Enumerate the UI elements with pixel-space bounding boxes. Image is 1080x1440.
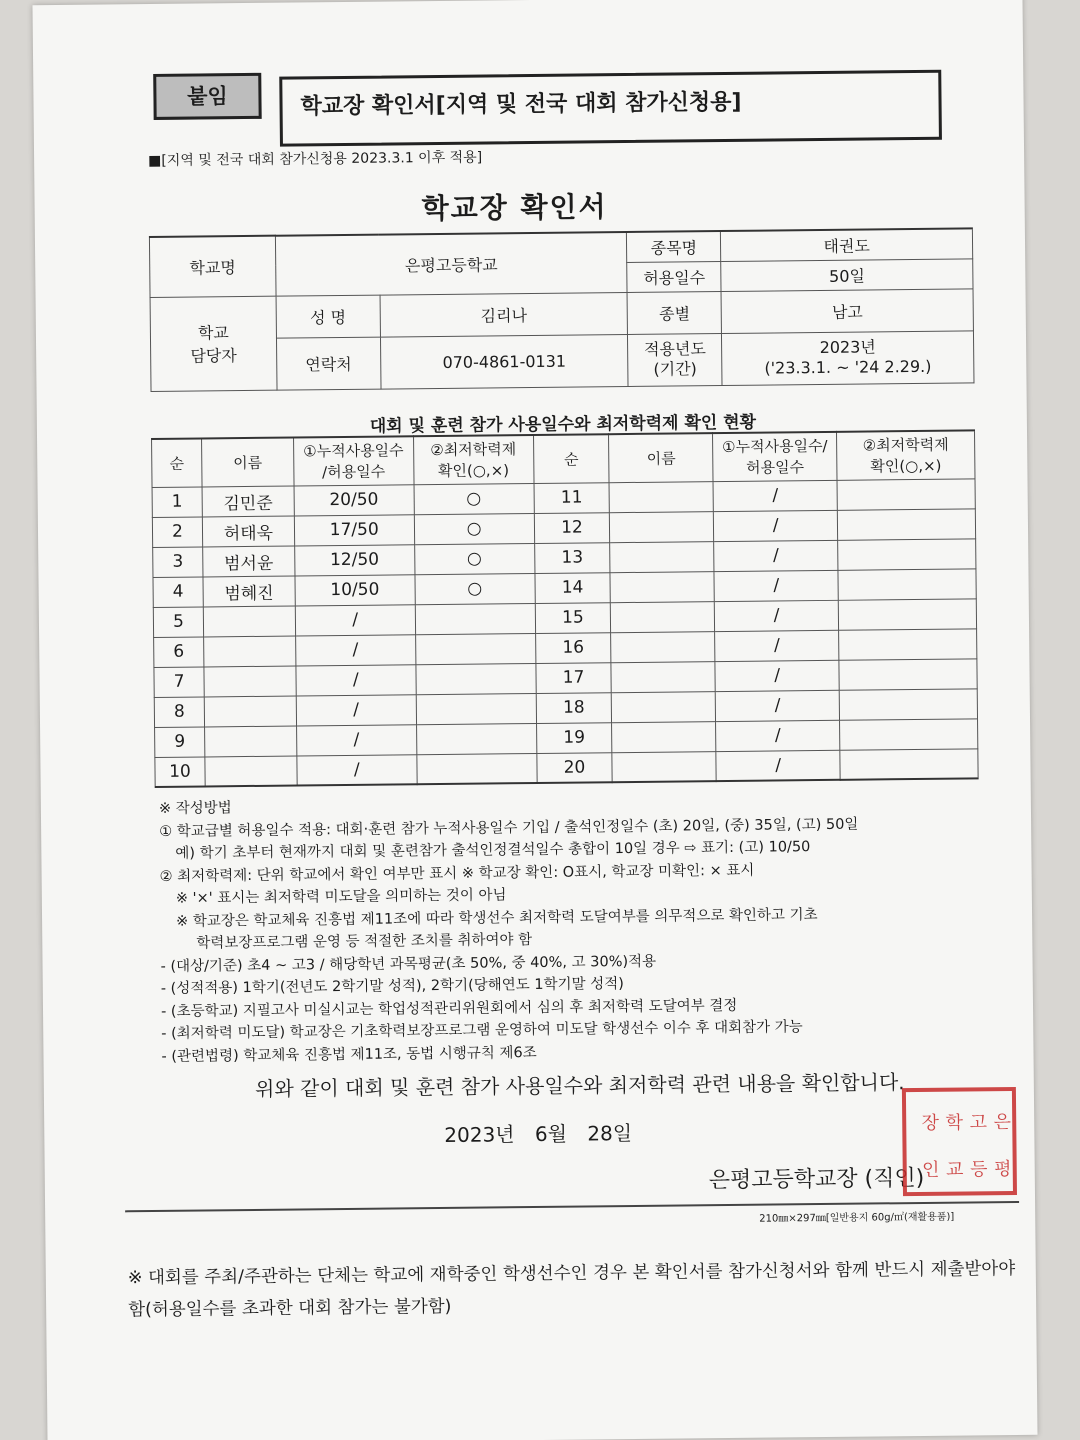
cell-check-right xyxy=(838,568,976,599)
cell-name-right xyxy=(611,661,715,692)
cell-no-left: 6 xyxy=(154,636,204,667)
cell-days-left: 10/50 xyxy=(295,574,415,605)
cell-days-left: / xyxy=(296,694,416,725)
date-year: 2023년 xyxy=(444,1122,515,1147)
scope-note: ■[지역 및 전국 대회 참가신청용 2023.3.1 이후 적용] xyxy=(148,149,483,170)
cell-days-left: 12/50 xyxy=(294,544,414,575)
cell-days-left: / xyxy=(296,724,416,755)
cell-no-right: 15 xyxy=(535,602,611,633)
note-line: ※ 학교장은 학교체육 진흥법 제11조에 따라 학생선수 최저학력 도달여부를 의무적으로 확인하고 기초 xyxy=(176,906,818,930)
cell-no-left: 10 xyxy=(155,756,205,787)
contact-value: 070-4861-0131 xyxy=(380,334,628,389)
allowed-days-label: 허용일수 xyxy=(627,261,721,292)
document-title: 학교장 확인서 xyxy=(421,190,608,226)
cell-no-left: 1 xyxy=(152,486,202,517)
header-no-right: 순 xyxy=(533,434,609,483)
paper-spec-note: 210㎜×297㎜[일반용지 60g/㎡(재활용품)] xyxy=(759,1211,955,1225)
attachment-tag: 붙임 xyxy=(153,73,261,120)
header-no-left: 순 xyxy=(152,438,202,487)
cell-check-left: ○ xyxy=(415,573,535,604)
seal-character: 학 xyxy=(942,1112,964,1131)
cell-days-right: / xyxy=(716,720,840,751)
cell-check-right xyxy=(837,508,975,539)
cell-no-right: 14 xyxy=(535,572,611,603)
header-name-left: 이름 xyxy=(201,438,293,487)
cell-check-right xyxy=(838,538,976,569)
school-value: 은평고등학교 xyxy=(275,232,627,296)
cell-name-right xyxy=(610,541,714,572)
event-label: 종목명 xyxy=(627,231,721,262)
year-value: 2023년 ('23.3.1. ~ '24 2.29.) xyxy=(722,330,974,385)
cell-no-right: 11 xyxy=(534,482,610,513)
cell-check-left xyxy=(415,633,535,664)
cell-name-left xyxy=(205,755,297,786)
note-line: ① 학교급별 허용일수 적용: 대회·훈련 참가 누적사용일수 기입 / 출석인정일수 (초) 20일, (중) 35일, (고) 50일 xyxy=(159,816,859,840)
cell-check-left: ○ xyxy=(414,543,534,574)
note-line: - (초등학교) 지필고사 미실시교는 학업성적관리위원회에서 심의 후 최저학력 도달여부 결정 xyxy=(160,997,738,1020)
cell-name-left xyxy=(204,696,296,727)
seal-character: 평 xyxy=(990,1158,1012,1177)
note-line: - (관련법령) 학교체육 진흥법 제11조, 동법 시행규칙 제6조 xyxy=(161,1044,537,1065)
cell-no-left: 5 xyxy=(153,606,203,637)
cell-no-left: 7 xyxy=(154,666,204,697)
cell-name-right xyxy=(612,751,716,782)
cell-days-right: / xyxy=(714,510,838,541)
type-value: 남고 xyxy=(721,288,973,333)
cell-name-left: 김민준 xyxy=(202,486,294,517)
cell-days-right: / xyxy=(715,600,839,631)
seal-character: 고 xyxy=(966,1111,988,1131)
header-check-right: ②최저학력제 확인(○,×) xyxy=(837,430,975,479)
cell-no-left: 2 xyxy=(152,516,202,547)
note-line: ※ '×' 표시는 최저학력 미도달을 의미하는 것이 아님 xyxy=(175,887,507,907)
cell-check-left xyxy=(416,723,536,754)
cell-check-left xyxy=(416,693,536,724)
official-seal-stamp xyxy=(902,1087,1017,1196)
cell-no-right: 19 xyxy=(536,722,612,753)
cell-name-left xyxy=(204,636,296,667)
cell-no-right: 17 xyxy=(535,662,611,693)
cell-days-left: 20/50 xyxy=(294,484,414,515)
cell-days-right: / xyxy=(713,480,837,511)
cell-check-left xyxy=(416,663,536,694)
note-line: - (성적적용) 1학기(전년도 2학기말 성적), 2학기(당해연도 1학기말 성적) xyxy=(160,976,624,997)
cell-check-right xyxy=(838,598,976,629)
header-title: 학교장 확인서[지역 및 전국 대회 참가신청용] xyxy=(279,70,942,147)
confirmation-statement: 위와 같이 대회 및 훈련 참가 사용일수와 최저학력 관련 내용을 확인합니다. xyxy=(254,1070,905,1101)
cell-check-right xyxy=(840,748,978,779)
note-line: 학력보장프로그램 운영 등 적절한 조치를 취하여야 함 xyxy=(196,932,533,952)
instructions-heading: ※ 작성방법 xyxy=(158,800,232,817)
cell-no-left: 8 xyxy=(154,696,204,727)
cell-days-left: / xyxy=(295,604,415,635)
cell-name-right xyxy=(612,721,716,752)
header-days-left: ①누적사용일수 /허용일수 xyxy=(293,436,413,485)
cell-no-right: 12 xyxy=(534,512,610,543)
seal-character: 교 xyxy=(942,1159,964,1178)
note-line: 예) 학기 초부터 현재까지 대회 및 훈련참가 출석인정결석일수 총합이 10일 경우 ⇨ 표기: (고) 10/50 xyxy=(175,839,811,862)
note-line: ② 최저학력제: 단위 학교에서 확인 여부만 표시 ※ 학교장 확인: O표시, 학교장 미확인: × 표시 xyxy=(159,862,755,885)
principal-signature: 은평고등학교장 (직인) xyxy=(708,1165,925,1194)
school-label: 학교명 xyxy=(149,236,275,297)
cell-days-right: / xyxy=(716,750,840,781)
cell-name-left xyxy=(204,666,296,697)
cell-no-right: 18 xyxy=(536,692,612,723)
cell-name-right xyxy=(611,631,715,662)
cell-check-right xyxy=(839,628,977,659)
document-page xyxy=(32,0,1037,1440)
note-line: - (최저학력 미도달) 학교장은 기초학력보장프로그램 운영하여 미도달 학생선수 이수 후 대회참가 가능 xyxy=(161,1019,803,1042)
cell-no-right: 13 xyxy=(534,542,610,573)
cell-days-right: / xyxy=(715,630,839,661)
contact-label: 연락처 xyxy=(276,337,380,390)
cell-no-right: 16 xyxy=(535,632,611,663)
cell-name-left: 범혜진 xyxy=(203,576,295,607)
name-value: 김리나 xyxy=(380,292,628,337)
cell-name-left: 허태욱 xyxy=(202,516,294,547)
cell-name-right xyxy=(610,511,714,542)
note-line: - (대상/기준) 초4 ~ 고3 / 해당학년 과목평균(초 50%, 중 40%, 고 30%)적용 xyxy=(160,953,657,975)
date-day: 28일 xyxy=(587,1121,633,1146)
cell-days-left: / xyxy=(297,754,417,785)
name-label: 성 명 xyxy=(276,295,380,338)
seal-character: 은 xyxy=(990,1111,1012,1130)
cell-name-left xyxy=(203,606,295,637)
cell-name-right xyxy=(609,481,713,512)
cell-days-right: / xyxy=(715,660,839,691)
cell-days-right: / xyxy=(714,540,838,571)
status-table xyxy=(151,429,979,788)
date-month: 6월 xyxy=(534,1121,568,1147)
cell-no-left: 3 xyxy=(153,546,203,577)
cell-no-left: 4 xyxy=(153,576,203,607)
event-value: 태권도 xyxy=(721,228,973,261)
cell-no-left: 9 xyxy=(155,726,205,757)
type-label: 종별 xyxy=(627,291,721,334)
cell-days-left: / xyxy=(295,634,415,665)
cell-check-right xyxy=(839,688,977,719)
allowed-days-value: 50일 xyxy=(721,258,973,291)
seal-character: 등 xyxy=(966,1158,988,1178)
cell-name-right xyxy=(612,691,716,722)
cell-check-right xyxy=(837,478,975,509)
cell-name-right xyxy=(611,601,715,632)
cell-days-left: / xyxy=(296,664,416,695)
seal-character: 인 xyxy=(918,1159,940,1178)
cell-name-left xyxy=(205,725,297,756)
header-check-left: ②최저학력제 확인(○,×) xyxy=(413,435,533,484)
instructions xyxy=(137,789,1020,1068)
school-info-table xyxy=(149,227,975,391)
cell-no-right: 20 xyxy=(536,752,612,783)
header-days-right: ①누적사용일수/ 허용일수 xyxy=(713,432,837,481)
cell-days-right: / xyxy=(716,690,840,721)
cell-check-left xyxy=(417,753,537,784)
staff-label: 학교 담당자 xyxy=(150,296,277,391)
cell-name-left: 범서윤 xyxy=(203,546,295,577)
cell-check-left: ○ xyxy=(414,513,534,544)
cell-check-left xyxy=(415,603,535,634)
cell-days-right: / xyxy=(714,570,838,601)
seal-character: 장 xyxy=(918,1112,940,1131)
header-name-right: 이름 xyxy=(609,433,713,482)
footer-notice: ※ 대회를 주최/주관하는 단체는 학교에 재학중인 학생선수인 경우 본 확인서를 참가신청서와 함께 반드시 제출받아야 함(허용일수를 초과한 대회 참가는 불가함) xyxy=(127,1259,1016,1321)
year-label: 적용년도 (기간) xyxy=(628,333,722,386)
status-title: 대회 및 훈련 참가 사용일수와 최저학력제 확인 현황 xyxy=(369,412,757,437)
cell-days-left: 17/50 xyxy=(294,514,414,545)
issue-date xyxy=(444,1117,632,1148)
cell-check-right xyxy=(840,718,978,749)
cell-check-left: ○ xyxy=(414,483,534,514)
cell-check-right xyxy=(839,658,977,689)
cell-name-right xyxy=(610,571,714,602)
